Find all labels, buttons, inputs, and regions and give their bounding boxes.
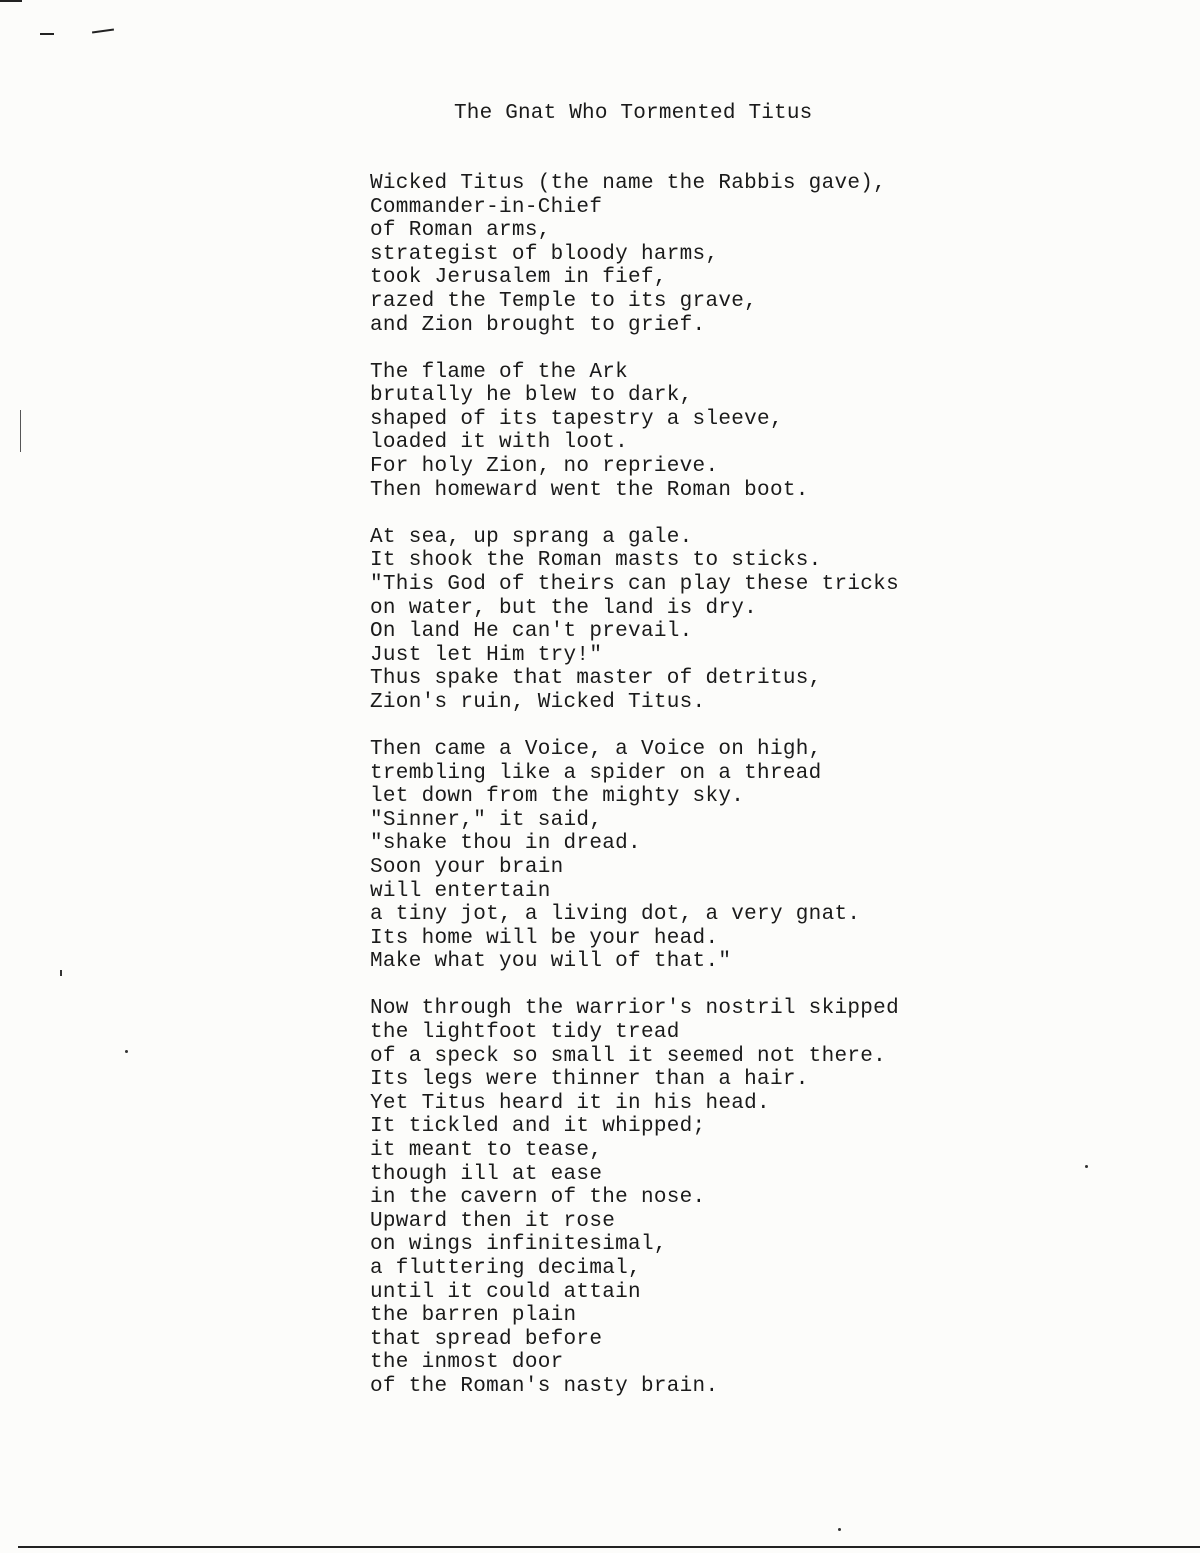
poem-line: Its legs were thinner than a hair. <box>370 1068 809 1092</box>
poem-line: Just let Him try!" <box>370 643 603 667</box>
poem-line: the inmost door <box>370 1351 564 1375</box>
poem-line: loaded it with loot. <box>370 431 629 455</box>
stanza-4 <box>370 738 899 974</box>
bottom-rule <box>18 1546 1200 1548</box>
poem-line: though ill at ease <box>370 1162 603 1186</box>
poem-line: For holy Zion, no reprieve. <box>370 455 719 479</box>
stanza-2 <box>370 361 899 503</box>
poem-line: on wings infinitesimal, <box>370 1233 667 1257</box>
speck <box>125 1050 128 1053</box>
poem-line: of Roman arms, <box>370 219 551 243</box>
poem-line: Its home will be your head. <box>370 926 719 950</box>
speck <box>60 970 62 976</box>
poem-line: "shake thou in dread. <box>370 832 641 856</box>
poem-line: that spread before <box>370 1327 603 1351</box>
poem-line: "This God of theirs can play these tricks <box>370 572 899 596</box>
corner-mark <box>92 28 114 33</box>
poem-line: Yet Titus heard it in his head. <box>370 1091 770 1115</box>
poem-line: Soon your brain <box>370 855 564 879</box>
speck <box>838 1528 841 1531</box>
poem-line: and Zion brought to grief. <box>370 313 706 337</box>
poem-body <box>370 172 899 1422</box>
poem-line: of the Roman's nasty brain. <box>370 1374 719 1398</box>
poem-line: Make what you will of that." <box>370 950 732 974</box>
poem-line: of a speck so small it seemed not there. <box>370 1044 887 1068</box>
poem-line: the barren plain <box>370 1304 577 1328</box>
left-edge-mark <box>20 410 21 452</box>
poem-line: took Jerusalem in fief, <box>370 266 667 290</box>
poem-line: a tiny jot, a living dot, a very gnat. <box>370 903 861 927</box>
corner-mark <box>40 33 54 35</box>
stanza-1 <box>370 172 899 337</box>
poem-line: "Sinner," it said, <box>370 808 603 832</box>
poem-line: On land He can't prevail. <box>370 620 693 644</box>
poem-line: Commander-in-Chief <box>370 195 603 219</box>
poem-title: The Gnat Who Tormented Titus <box>454 102 813 125</box>
poem-line: the lightfoot tidy tread <box>370 1021 680 1044</box>
poem-line: in the cavern of the nose. <box>370 1186 706 1210</box>
poem-line: it meant to tease, <box>370 1138 603 1162</box>
poem-line: The flame of the Ark <box>370 360 629 384</box>
poem-line: Thus spake that master of detritus, <box>370 667 822 691</box>
poem-line: will entertain <box>370 879 551 903</box>
top-edge-mark <box>0 0 22 2</box>
poem-line: on water, but the land is dry. <box>370 596 758 620</box>
poem-line: At sea, up sprang a gale. <box>370 525 693 549</box>
poem-line: Wicked Titus (the name the Rabbis gave), <box>370 172 887 195</box>
stanza-5 <box>370 997 899 1398</box>
poem-line: It tickled and it whipped; <box>370 1115 706 1139</box>
stanza-3 <box>370 526 899 715</box>
poem-line: Zion's ruin, Wicked Titus. <box>370 690 706 714</box>
speck <box>1085 1165 1088 1168</box>
poem-line: shaped of its tapestry a sleeve, <box>370 407 783 431</box>
poem-line: let down from the mighty sky. <box>370 785 745 809</box>
poem-line: It shook the Roman masts to sticks. <box>370 549 822 573</box>
poem-line: Then homeward went the Roman boot. <box>370 478 809 502</box>
poem-line: until it could attain <box>370 1280 641 1304</box>
poem-line: razed the Temple to its grave, <box>370 289 758 313</box>
poem-line: Upward then it rose <box>370 1209 616 1233</box>
poem-line: Then came a Voice, a Voice on high, <box>370 737 822 761</box>
poem-line: Now through the warrior's nostril skipped <box>370 997 899 1021</box>
poem-line: strategist of bloody harms, <box>370 242 719 266</box>
poem-line: trembling like a spider on a thread <box>370 761 822 785</box>
poem-line: brutally he blew to dark, <box>370 384 693 408</box>
poem-line: a fluttering decimal, <box>370 1256 641 1280</box>
